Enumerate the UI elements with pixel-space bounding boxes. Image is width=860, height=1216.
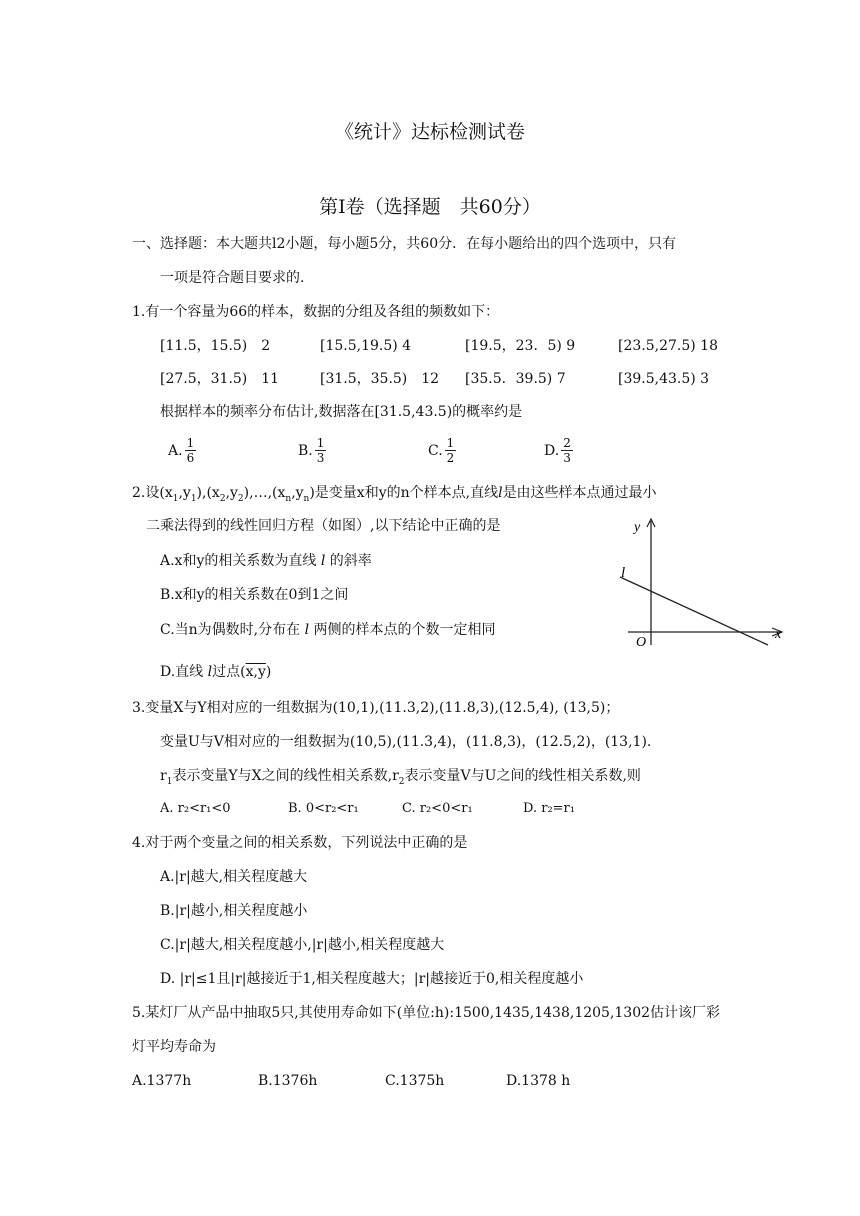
fraction: $\frac{1}{6}$ <box>186 436 195 465</box>
option-label: A. <box>168 442 183 459</box>
section-title: 第Ⅰ卷（选择题 共60分） <box>319 196 541 218</box>
instructions-line-1: 一、选择题：本大题共l2小题，每小题5分，共60分．在每小题给出的四个选项中，只有 <box>132 236 677 252</box>
q3-line-3: $r_1$表示变量Y与X之间的线性相关系数$,r_2$表示变量V与U之间的线性相关系数,则 <box>160 768 641 787</box>
q1-group: [31.5，35.5) 12 <box>320 371 440 387</box>
q1-option-b[interactable] <box>298 436 326 465</box>
origin-label: O <box>636 635 647 650</box>
q1-group: [15.5,19.5) 4 <box>320 338 412 354</box>
q3-option-c[interactable]: C. r₂<0<r₁ <box>402 801 473 816</box>
q1-group: [27.5，31.5) 11 <box>160 371 280 387</box>
option-label: D. <box>544 442 560 459</box>
option-label: C. <box>428 442 443 459</box>
q3-line-1: 3.变量X与Y相对应的一组数据为(10,1),(11.3,2),(11.8,3),(12.5,4), (13,5)； <box>132 700 620 716</box>
page-title: 《统计》达标检测试卷 <box>334 121 525 143</box>
q1-option-a[interactable] <box>168 436 196 465</box>
q1-group: [11.5，15.5) 2 <box>160 338 271 354</box>
q1-option-c[interactable] <box>428 436 456 465</box>
q5-option-a[interactable]: A.1377h <box>132 1073 192 1089</box>
q4-stem: 4.对于两个变量之间的相关系数，下列说法中正确的是 <box>132 835 468 851</box>
fraction: $\frac{1}{3}$ <box>316 436 325 465</box>
q5-line-1: 5.某灯厂从产品中抽取5只,其使用寿命如下(单位:h):1500,1435,1438,1205,1302估计该厂彩 <box>132 1005 721 1021</box>
option-label: B. <box>298 442 313 459</box>
q3-option-a[interactable]: A. r₂<r₁<0 <box>160 801 231 816</box>
q4-option-b[interactable]: B.|r|越小,相关程度越小 <box>160 903 308 919</box>
x-axis-label: x <box>775 627 782 642</box>
q1-question: 根据样本的频率分布估计,数据落在[31.5,43.5)的概率约是 <box>160 404 523 420</box>
q3-option-d[interactable]: D. r₂=r₁ <box>523 801 575 816</box>
q4-option-d[interactable]: D. |r|≤1且|r|越接近于1,相关程度越大；|r|越接近于0,相关程度越小 <box>160 971 584 987</box>
line-label: l <box>621 565 626 581</box>
q5-option-d[interactable]: D.1378 h <box>506 1073 571 1089</box>
q1-group: [23.5,27.5) 18 <box>618 338 718 354</box>
q3-line-2: 变量U与V相对应的一组数据为(10,5),(11.3,4)，(11.8,3)，(12.5,2)，(13,1). <box>160 734 652 750</box>
q4-option-c[interactable]: C.|r|越大,相关程度越小,|r|越小,相关程度越大 <box>160 937 445 953</box>
q4-option-a[interactable]: A.|r|越大,相关程度越大 <box>160 869 308 885</box>
q5-option-c[interactable]: C.1375h <box>385 1073 445 1089</box>
y-axis-label: y <box>634 520 641 535</box>
q2-option-d[interactable]: D.直线 l过点(x,y) <box>160 664 272 680</box>
q1-group: [35.5．39.5) 7 <box>465 371 566 387</box>
q2-option-a[interactable]: A.x和y的相关系数为直线 l 的斜率 <box>160 553 372 569</box>
regression-figure <box>612 515 792 650</box>
q2-option-b[interactable]: B.x和y的相关系数在0到1之间 <box>160 587 349 603</box>
instructions-line-2: 一项是符合题目要求的. <box>160 270 305 286</box>
q2-stem-line-2: 二乘法得到的线性回归方程（如图）,以下结论中正确的是 <box>146 518 501 534</box>
q2-option-c[interactable]: C.当n为偶数时,分布在 l 两侧的样本点的个数一定相同 <box>160 622 496 638</box>
q2-stem: 2.设$(x_1,y_1),(x_2,y_2),\dots,(x_n,y_n)$是变量x和y的n个样本点,直线l是由这些样本点通过最小 <box>132 485 657 504</box>
q1-option-d[interactable] <box>544 436 573 465</box>
q1-group: [19.5，23．5) 9 <box>465 338 576 354</box>
fraction: $\frac{2}{3}$ <box>563 436 571 465</box>
q1-stem: 1.有一个容量为66的样本，数据的分组及各组的频数如下： <box>132 304 500 320</box>
q3-option-b[interactable]: B. 0<r₂<r₁ <box>288 801 359 816</box>
q1-group: [39.5,43.5) 3 <box>618 371 710 387</box>
q5-line-2: 灯平均寿命为 <box>132 1039 216 1055</box>
q5-option-b[interactable]: B.1376h <box>258 1073 318 1089</box>
fraction: $\frac{1}{2}$ <box>446 436 455 465</box>
